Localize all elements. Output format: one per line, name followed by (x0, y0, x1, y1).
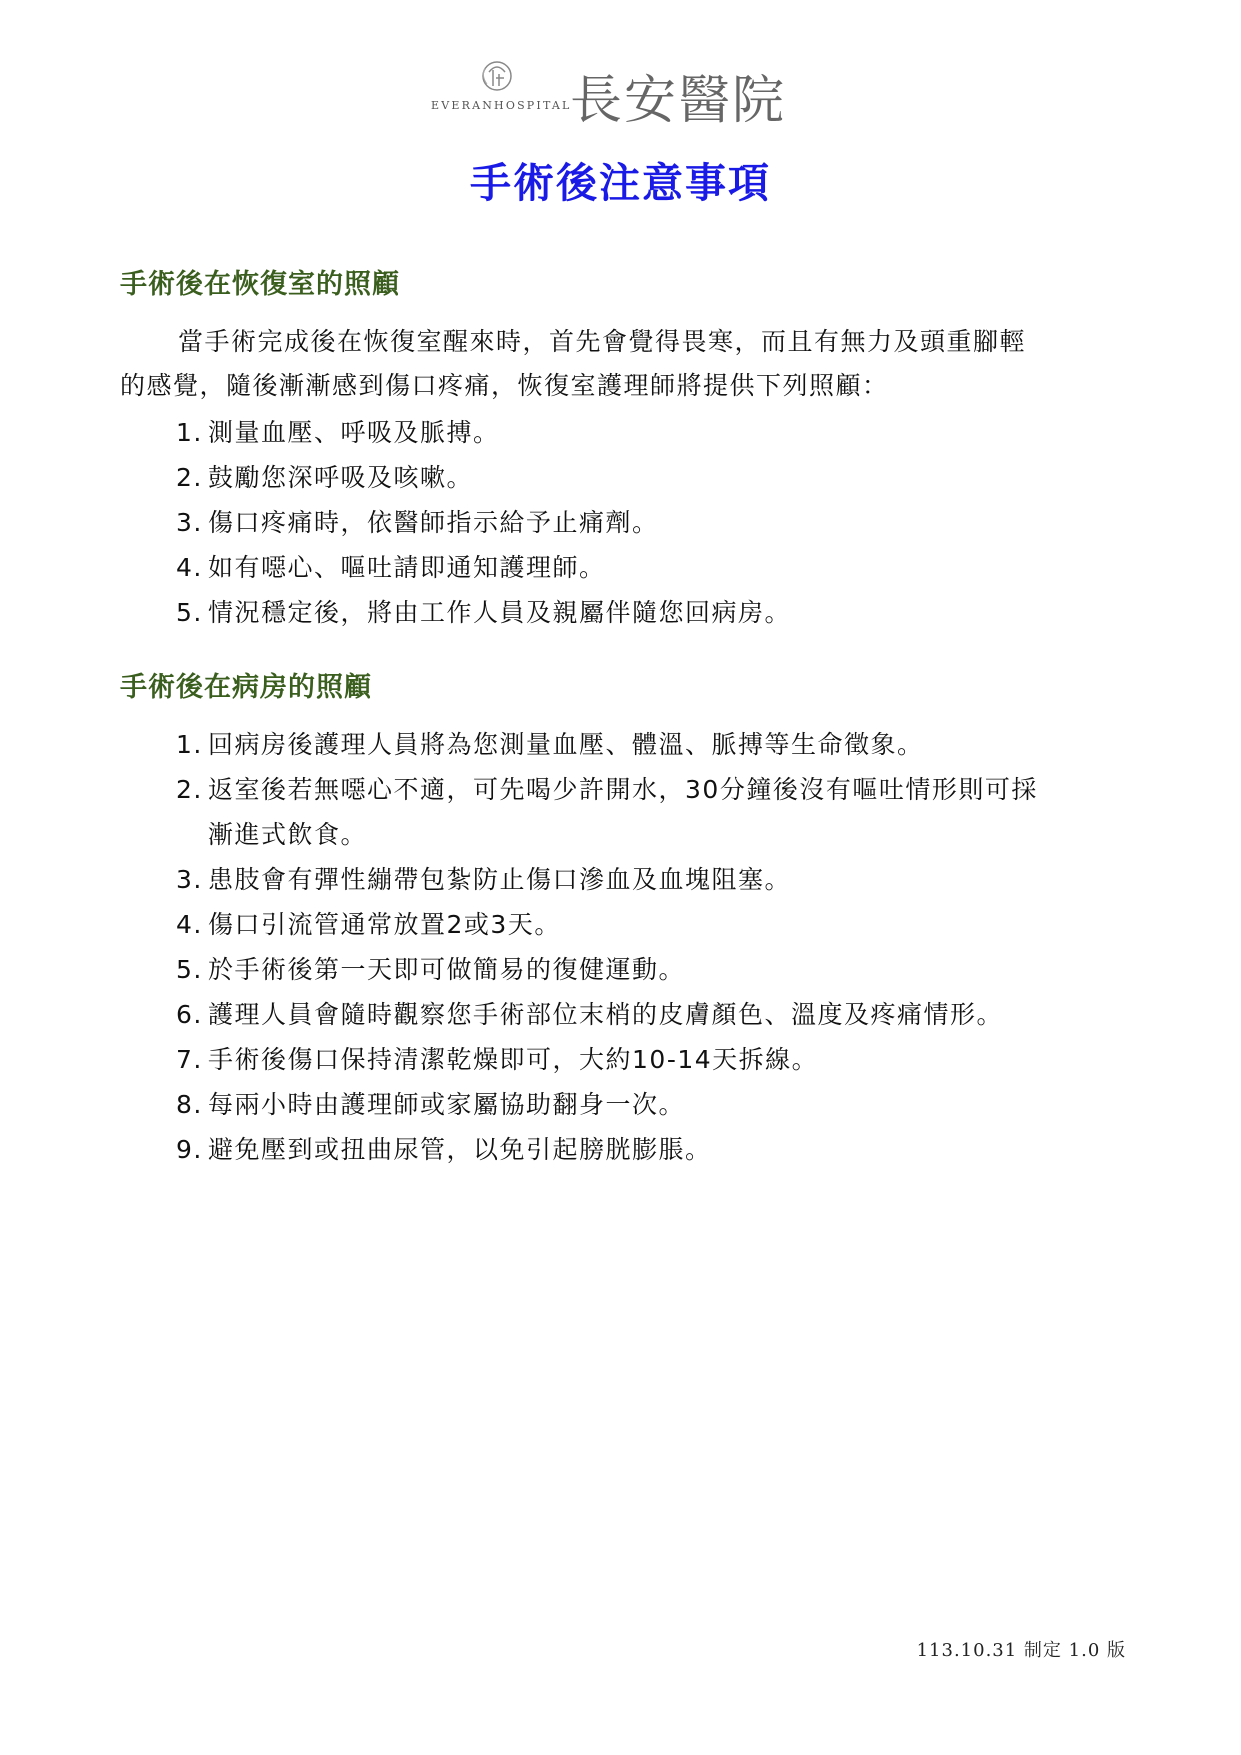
hospital-header (0, 52, 1241, 131)
list-item: 6. 護理人員會隨時觀察您手術部位末梢的皮膚顏色、溫度及疼痛情形。 (176, 1000, 1004, 1029)
list-item: 1. 測量血壓、呼吸及脈搏。 (176, 418, 500, 447)
intro-line-2: 的感覺，隨後漸漸感到傷口疼痛，恢復室護理師將提供下列照顧： (120, 371, 889, 400)
logo-chinese-name: 長安醫院 (570, 71, 787, 131)
section-heading-recovery-room: 手術後在恢復室的照顧 (120, 269, 400, 300)
hospital-logo-icon (477, 58, 517, 94)
list-item: 7. 手術後傷口保持清潔乾燥即可，大約10-14天拆線。 (176, 1045, 819, 1074)
intro-line-1: 當手術完成後在恢復室醒來時，首先會覺得畏寒，而且有無力及頭重腳輕 (178, 327, 1027, 356)
logo-english-name: EVERANHOSPITAL (431, 99, 572, 112)
list-item: 3. 患肢會有彈性繃帶包紮防止傷口滲血及血塊阻塞。 (176, 865, 792, 894)
list-item: 8. 每兩小時由護理師或家屬協助翻身一次。 (176, 1090, 686, 1119)
list-item: 1. 回病房後護理人員將為您測量血壓、體溫、脈搏等生命徵象。 (176, 730, 924, 759)
recovery-room-intro (120, 320, 1120, 408)
list-item: 4. 如有噁心、嘔吐請即通知護理師。 (176, 553, 606, 582)
list-item: 2. 鼓勵您深呼吸及咳嗽。 (176, 463, 474, 492)
list-item: 5. 情況穩定後，將由工作人員及親屬伴隨您回病房。 (176, 598, 792, 627)
list-item: 3. 傷口疼痛時，依醫師指示給予止痛劑。 (176, 508, 659, 537)
version-footer: 113.10.31 制定 1.0 版 (916, 1640, 1126, 1661)
recovery-room-list (176, 410, 791, 635)
list-item: 9. 避免壓到或扭曲尿管，以免引起膀胱膨脹。 (176, 1135, 712, 1164)
list-item: 4. 傷口引流管通常放置2或3天。 (176, 910, 561, 939)
page-title: 手術後注意事項 (470, 159, 771, 207)
ward-care-list (176, 722, 1038, 1172)
section-heading-ward: 手術後在病房的照顧 (120, 672, 372, 703)
list-item: 5. 於手術後第一天即可做簡易的復健運動。 (176, 955, 686, 984)
list-item: 2. 返室後若無噁心不適，可先喝少許開水，30分鐘後沒有嘔吐情形則可採 漸進式飲食。 (176, 775, 1038, 849)
